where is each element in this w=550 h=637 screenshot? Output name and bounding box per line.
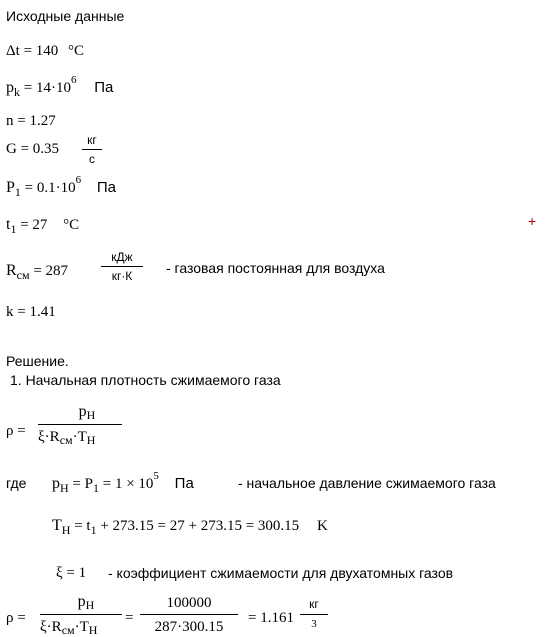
pk-line: [6, 74, 114, 99]
pk-symbol: p: [6, 79, 14, 96]
rho-den-sub2: H: [86, 433, 96, 447]
plus-marker: +: [528, 213, 537, 229]
where-unit: Па: [174, 475, 194, 492]
g-fraction-bar: [82, 149, 102, 150]
where-eq1: = P: [72, 476, 93, 492]
rho-calc-den1-sub: см: [61, 623, 75, 637]
rho-calc-denominator: [40, 620, 126, 635]
r-subscript: см: [16, 268, 30, 282]
rho-calc-numerator: [48, 594, 124, 610]
where-p-sub: H: [60, 481, 69, 495]
rho-formula-bar: [38, 424, 122, 425]
section-input-heading: Исходные данные: [6, 8, 125, 24]
r-symbol: R: [6, 262, 17, 279]
xi-note: - коэффициент сжимаемости для двухатомных газов: [108, 565, 454, 581]
delta-t-value: 140: [35, 43, 59, 59]
rho-formula-lhs: ρ =: [6, 423, 26, 439]
r-fraction-bar: [101, 266, 143, 267]
r-line: [6, 262, 69, 282]
rho-calc-bar-2: [140, 614, 238, 615]
p1-exponent: 6: [75, 174, 82, 186]
rho-calc-den1-rest: ·T: [74, 619, 89, 635]
r-note: - газовая постоянная для воздуха: [166, 260, 385, 276]
rho-calc-num-sub: H: [85, 598, 95, 612]
p1-equation: = 0.1·10: [24, 180, 76, 196]
where-note: - начальное давление сжимаемого газа: [238, 475, 496, 491]
where-one: 1: [92, 481, 99, 495]
p1-line: [6, 174, 116, 199]
where-p: p: [52, 475, 60, 492]
rho-formula-denominator: [38, 430, 124, 445]
rho-calc-denominator-2: 287·300.15: [154, 619, 224, 635]
delta-t-symbol: Δt: [6, 43, 20, 59]
p1-unit: Па: [96, 179, 116, 196]
pk-subscript: k: [14, 85, 20, 99]
t1-equation: = 27: [20, 217, 48, 233]
rho-calc-lhs: ρ =: [6, 610, 26, 626]
delta-t-unit: °C: [68, 43, 85, 59]
g-lhs: G = 0.35: [6, 141, 60, 157]
step-1-heading: 1. Начальная плотность сжимаемого газа: [10, 372, 281, 388]
th-symbol: T: [52, 517, 62, 534]
rho-calc-result: = 1.161: [248, 610, 294, 626]
t1-line: [6, 216, 80, 236]
r-equation: = 287: [33, 263, 69, 279]
t1-unit: °C: [63, 217, 80, 233]
t1-symbol: t: [6, 216, 11, 233]
rho-calc-den1-sub2: H: [88, 623, 98, 637]
p1-subscript: 1: [14, 185, 21, 199]
th-rest1: = t: [74, 518, 91, 534]
rho-num-sub: H: [86, 408, 96, 422]
k-line: k = 1.41: [6, 304, 56, 320]
rho-calc-unit-numerator: кг: [309, 597, 319, 611]
rho-calc-eq: =: [125, 610, 134, 626]
th-rest2: + 273.15 = 27 + 273.15 = 300.15: [100, 518, 300, 534]
rho-formula-numerator: [50, 404, 124, 420]
where-word: где: [6, 475, 27, 491]
th-sub: H: [61, 523, 71, 537]
rho-calc-unit-bar: [300, 614, 328, 615]
rho-den-xi: ξ·R: [38, 429, 60, 445]
g-unit-numerator: кг: [87, 133, 97, 147]
rho-calc-unit-denominator: 3: [311, 618, 317, 630]
n-line: n = 1.27: [6, 113, 56, 129]
delta-t-line: [6, 44, 84, 59]
rho-calc-den1: ξ·R: [40, 619, 62, 635]
rho-calc-numerator-2: 100000: [166, 595, 212, 611]
th-line: [52, 517, 328, 537]
pk-exponent: 6: [70, 74, 77, 86]
where-exp: 5: [153, 470, 159, 482]
pk-equation: = 14·10: [23, 80, 71, 96]
p1-symbol: P: [6, 179, 15, 196]
th-unit: K: [316, 518, 328, 534]
section-solution-heading: Решение.: [6, 353, 69, 369]
th-one: 1: [90, 523, 97, 537]
rho-num-p: p: [78, 403, 87, 420]
where-equation: [52, 470, 194, 495]
rho-calc-bar-1: [40, 614, 122, 615]
r-unit-denominator: кг·К: [111, 269, 133, 283]
pk-unit: Па: [94, 79, 114, 96]
g-unit-denominator: с: [89, 152, 95, 166]
rho-calc-num-p: p: [77, 593, 86, 610]
t1-subscript: 1: [10, 222, 17, 236]
delta-t-eq: =: [23, 43, 33, 59]
where-eq2: = 1 × 10: [102, 476, 154, 492]
r-unit-numerator: кДж: [111, 250, 133, 264]
rho-den-dot: ·T: [72, 429, 87, 445]
rho-den-sub1: см: [59, 433, 73, 447]
xi-line: ξ = 1: [56, 565, 87, 581]
